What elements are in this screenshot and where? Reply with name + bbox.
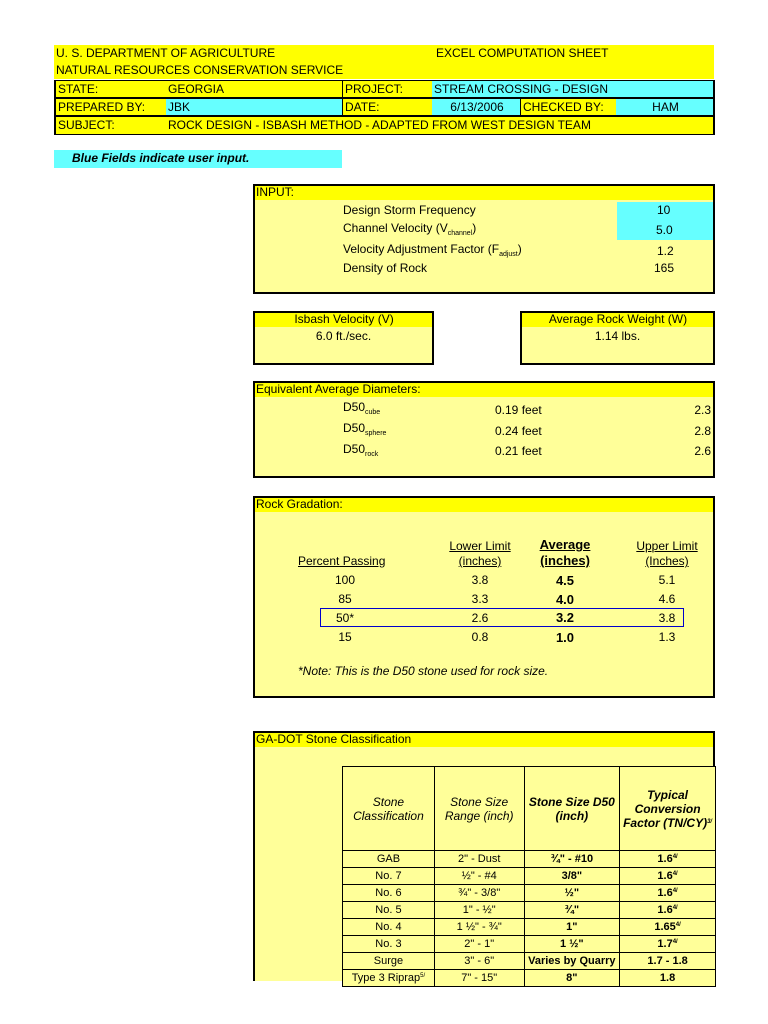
stone-d50: ½" [524,885,620,902]
avg-50: 3.2 [555,610,575,625]
stone-range: 1" - ½" [434,902,524,919]
stone-range: 1 ½" - ¾" [434,919,524,936]
stone-d50: 1 ½" [524,936,620,953]
table-row [343,885,716,902]
stone-d50: 8" [524,970,620,987]
upper-15: 1.3 [658,630,676,644]
d50-sphere-label: $D50_{sphere}$ [343,421,387,437]
stone-d50: ¾" - #10 [524,851,620,868]
diameters-panel [253,381,715,478]
passing-85: 85 [338,592,352,606]
d50-sphere-inches: 2.8 [694,424,711,438]
passing-15: 15 [338,630,352,644]
rock-density-value: 165 [654,261,675,275]
d50-cube-inches: 2.3 [694,403,711,417]
velocity-adjustment-label: Velocity Adjustment Factor $(F_{adjust})$ [343,242,522,258]
isbash-velocity-value: 6.0 ft./sec. [315,329,372,343]
upper-50: 3.8 [658,611,676,625]
col-percent-passing: Percent Passing [298,554,386,568]
stone-factor: $1.6^{4/}$ [620,851,716,868]
stone-classification-table [342,766,716,987]
storm-frequency-label: Design Storm Frequency [343,203,476,217]
table-row [343,902,716,919]
isbash-velocity-title: Isbash Velocity (V) [255,313,432,327]
input-panel [253,184,715,294]
stone-class: No. 5 [343,902,435,919]
channel-velocity-label: Channel Velocity $(V_{channel})$ [343,221,477,237]
stone-d50: 1" [524,919,620,936]
lower-50: 2.6 [471,611,489,625]
col-conversion-factor: Typical Conversion Factor $(TN/CY)^{3/}$ [620,767,716,851]
stone-d50: ¾" [524,902,620,919]
input-title: INPUT: [255,186,713,200]
gradation-note: *Note: This is the D50 stone used for rock size. [298,664,549,678]
table-row [343,919,716,936]
agency-line2: NATURAL RESOURCES CONSERVATION SERVICE [56,63,344,77]
lower-15: 0.8 [471,630,489,644]
col-stone-size-d50: Stone Size D50 (inch) [524,767,620,851]
checked-value[interactable]: HAM [616,99,713,116]
rock-density-label: Density of Rock [343,261,428,275]
subject-label: SUBJECT: [56,117,166,134]
stone-d50: Varies by Quarry [524,953,620,970]
stone-class: No. 6 [343,885,435,902]
stone-factor: $1.6^{4/}$ [620,902,716,919]
d50-sphere-feet: 0.24 feet [495,424,542,438]
upper-85: 4.6 [658,592,676,606]
blue-fields-note [54,150,342,168]
gradation-title: Rock Gradation: [255,498,713,512]
col-average-2: (inches) [540,553,590,568]
velocity-adjustment-value: 1.2 [657,244,674,258]
lower-85: 3.3 [471,592,489,606]
gradation-panel [253,496,715,698]
rock-weight-title: Average Rock Weight (W) [522,313,713,327]
d50-rock-feet: 0.21 feet [495,444,542,458]
stone-class: GAB [343,851,435,868]
stone-factor: $1.7^{4/}$ [620,936,716,953]
project-value[interactable]: STREAM CROSSING - DESIGN [432,81,713,98]
col-stone-size-range: Stone Size Range (inch) [434,767,524,851]
state-label: STATE: [56,81,166,98]
table-row [343,953,716,970]
rock-weight-panel [520,311,715,365]
stone-class: Surge [343,953,435,970]
stone-factor: 1.7 - 1.8 [620,953,716,970]
project-label: PROJECT: [342,81,432,98]
stone-range: ½" - #4 [434,868,524,885]
stone-factor: $1.65^{4/}$ [620,919,716,936]
avg-100: 4.5 [555,573,575,588]
prepared-label: PREPARED BY: [56,99,166,116]
state-value[interactable]: GEORGIA [166,81,342,98]
col-lower-limit-1: Lower Limit [449,539,511,553]
col-lower-limit-2: (inches) [458,554,502,568]
col-upper-limit-2: (Inches) [645,554,689,568]
d50-rock-inches: 2.6 [694,444,711,458]
blue-fields-note-text: Blue Fields indicate user input. [72,151,250,165]
table-row [343,970,716,987]
passing-50: 50* [335,611,355,625]
diameters-title: Equivalent Average Diameters: [255,383,713,397]
stone-class: No. 7 [343,868,435,885]
stone-factor: $1.6^{4/}$ [620,885,716,902]
stone-range: 7" - 15" [434,970,524,987]
col-average-1: Average [539,537,591,552]
d50-cube-feet: 0.19 feet [495,403,542,417]
col-upper-limit-1: Upper Limit [636,539,698,553]
channel-velocity-value[interactable]: 5.0 [656,223,673,237]
table-row [343,868,716,885]
isbash-velocity-panel [253,311,434,365]
prepared-value[interactable]: JBK [166,99,342,116]
table-row [343,851,716,868]
agency-line1: U. S. DEPARTMENT OF AGRICULTURE [56,46,276,60]
stone-class: No. 3 [343,936,435,953]
storm-frequency-value[interactable]: 10 [657,203,671,217]
stone-factor: 1.8 [620,970,716,987]
avg-15: 1.0 [555,630,575,645]
avg-85: 4.0 [555,592,575,607]
stone-d50: 3/8" [524,868,620,885]
lower-100: 3.8 [471,573,489,587]
stone-class: Type 3 Riprap$^{5/}$ [343,970,435,987]
d50-cube-label: $D50_{cube}$ [343,400,381,416]
gadot-title: GA-DOT Stone Classification [255,733,713,747]
stone-class: No. 4 [343,919,435,936]
date-value[interactable]: 6/13/2006 [432,99,520,116]
col-stone-classification: Stone Classification [343,767,435,851]
passing-100: 100 [334,573,356,587]
table-header-row [343,767,716,851]
upper-100: 5.1 [658,573,676,587]
subject-value[interactable]: ROCK DESIGN - ISBASH METHOD - ADAPTED FROM WEST DESIGN TEAM [166,117,713,134]
table-row [343,936,716,953]
rock-weight-value: 1.14 lbs. [594,329,641,343]
sheet-title: EXCEL COMPUTATION SHEET [436,46,609,60]
stone-range: 2" - 1" [434,936,524,953]
date-label: DATE: [342,99,432,116]
stone-factor: $1.6^{4/}$ [620,868,716,885]
stone-range: ¾" - 3/8" [434,885,524,902]
stone-range: 2" - Dust [434,851,524,868]
d50-rock-label: $D50_{rock}$ [343,442,379,458]
checked-label: CHECKED BY: [520,99,616,116]
stone-range: 3" - 6" [434,953,524,970]
